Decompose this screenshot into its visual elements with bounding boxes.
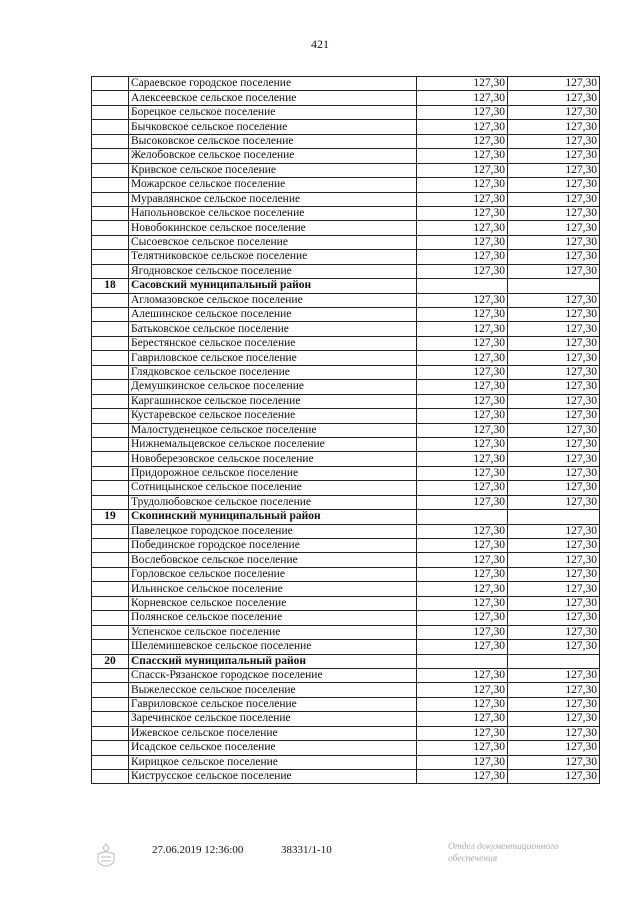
row-number [92, 423, 129, 437]
row-number [92, 394, 129, 408]
row-number [92, 365, 129, 379]
value-cell-2: 127,30 [508, 741, 600, 755]
row-number [92, 611, 129, 625]
row-number [92, 437, 129, 451]
table-row [92, 206, 600, 220]
settlement-name: Сасовский муниципальный район [129, 279, 417, 293]
value-cell-2: 127,30 [508, 481, 600, 495]
table-row [92, 322, 600, 336]
row-number [92, 322, 129, 336]
row-number [92, 120, 129, 134]
value-cell-1 [417, 279, 508, 293]
row-number [92, 481, 129, 495]
row-number: 20 [92, 654, 129, 668]
value-cell-1: 127,30 [417, 596, 508, 610]
settlement-name: Побединское городское поселение [129, 539, 417, 553]
settlement-name: Кривское сельское поселение [129, 163, 417, 177]
settlement-name: Агломазовское сельское поселение [129, 293, 417, 307]
value-cell-1: 127,30 [417, 221, 508, 235]
value-cell-2 [508, 510, 600, 524]
value-cell-1: 127,30 [417, 264, 508, 278]
row-number [92, 178, 129, 192]
value-cell-2: 127,30 [508, 539, 600, 553]
table-row [92, 221, 600, 235]
value-cell-2: 127,30 [508, 495, 600, 509]
row-number [92, 409, 129, 423]
value-cell-2: 127,30 [508, 178, 600, 192]
row-number [92, 625, 129, 639]
table-row [92, 380, 600, 394]
settlement-name: Желобовское сельское поселение [129, 149, 417, 163]
settlement-name: Можарское сельское поселение [129, 178, 417, 192]
table-row [92, 611, 600, 625]
settlement-name: Исадское сельское поселение [129, 741, 417, 755]
row-number [92, 726, 129, 740]
settlement-name: Демушкинское сельское поселение [129, 380, 417, 394]
value-cell-1: 127,30 [417, 178, 508, 192]
district-row [92, 279, 600, 293]
settlement-name: Берестянское сельское поселение [129, 336, 417, 350]
value-cell-2: 127,30 [508, 567, 600, 581]
table-row [92, 163, 600, 177]
table-row [92, 697, 600, 711]
value-cell-1 [417, 510, 508, 524]
table-row [92, 120, 600, 134]
table-row [92, 668, 600, 682]
value-cell-1 [417, 654, 508, 668]
value-cell-1: 127,30 [417, 163, 508, 177]
settlement-name: Батьковское сельское поселение [129, 322, 417, 336]
value-cell-1: 127,30 [417, 134, 508, 148]
row-number [92, 351, 129, 365]
row-number [92, 697, 129, 711]
district-row [92, 510, 600, 524]
row-number [92, 582, 129, 596]
row-number [92, 105, 129, 119]
table-row [92, 77, 600, 91]
value-cell-1: 127,30 [417, 481, 508, 495]
footer-doc-number: 38331/1-10 [281, 844, 332, 856]
settlement-name: Гавриловское сельское поселение [129, 697, 417, 711]
table-row [92, 481, 600, 495]
value-cell-1: 127,30 [417, 351, 508, 365]
value-cell-1: 127,30 [417, 308, 508, 322]
value-cell-2: 127,30 [508, 264, 600, 278]
value-cell-1: 127,30 [417, 683, 508, 697]
settlement-name: Кирицкое сельское поселение [129, 755, 417, 769]
value-cell-2: 127,30 [508, 221, 600, 235]
value-cell-1: 127,30 [417, 423, 508, 437]
value-cell-2: 127,30 [508, 712, 600, 726]
settlement-name: Малостуденецкое сельское поселение [129, 423, 417, 437]
value-cell-1: 127,30 [417, 105, 508, 119]
value-cell-1: 127,30 [417, 206, 508, 220]
settlement-name: Сысоевское сельское поселение [129, 235, 417, 249]
table-row [92, 741, 600, 755]
table-row [92, 582, 600, 596]
row-number [92, 524, 129, 538]
value-cell-2: 127,30 [508, 380, 600, 394]
stamp-line-1: Отдел документационного [448, 842, 559, 852]
value-cell-2: 127,30 [508, 120, 600, 134]
value-cell-1: 127,30 [417, 770, 508, 784]
value-cell-2: 127,30 [508, 452, 600, 466]
stamp-line-2: обеспечения [448, 854, 498, 864]
settlement-name: Глядковское сельское поселение [129, 365, 417, 379]
settlement-name: Алексеевское сельское поселение [129, 91, 417, 105]
table-row [92, 308, 600, 322]
row-number [92, 293, 129, 307]
value-cell-1: 127,30 [417, 524, 508, 538]
value-cell-2: 127,30 [508, 235, 600, 249]
value-cell-2: 127,30 [508, 293, 600, 307]
value-cell-1: 127,30 [417, 120, 508, 134]
data-table [91, 76, 600, 784]
value-cell-2: 127,30 [508, 149, 600, 163]
registration-stamp [448, 841, 559, 865]
settlement-name: Корневское сельское поселение [129, 596, 417, 610]
settlement-name: Успенское сельское поселение [129, 625, 417, 639]
value-cell-2: 127,30 [508, 394, 600, 408]
value-cell-2: 127,30 [508, 250, 600, 264]
value-cell-1: 127,30 [417, 726, 508, 740]
settlement-name: Киструсское сельское поселение [129, 770, 417, 784]
table-row [92, 293, 600, 307]
row-number: 18 [92, 279, 129, 293]
settlement-name: Гавриловское сельское поселение [129, 351, 417, 365]
settlement-name: Высоковское сельское поселение [129, 134, 417, 148]
value-cell-1: 127,30 [417, 466, 508, 480]
value-cell-1: 127,30 [417, 394, 508, 408]
value-cell-2: 127,30 [508, 770, 600, 784]
value-cell-2: 127,30 [508, 163, 600, 177]
value-cell-1: 127,30 [417, 668, 508, 682]
settlement-name: Спасский муниципальный район [129, 654, 417, 668]
settlement-name: Полянское сельское поселение [129, 611, 417, 625]
table-row [92, 596, 600, 610]
page-number: 421 [311, 37, 329, 51]
value-cell-2: 127,30 [508, 683, 600, 697]
table-row [92, 423, 600, 437]
table-body [92, 77, 600, 784]
table-row [92, 524, 600, 538]
value-cell-2: 127,30 [508, 91, 600, 105]
settlement-name: Кустаревское сельское поселение [129, 409, 417, 423]
value-cell-1: 127,30 [417, 755, 508, 769]
value-cell-2: 127,30 [508, 697, 600, 711]
row-number [92, 91, 129, 105]
value-cell-1: 127,30 [417, 582, 508, 596]
table-row [92, 336, 600, 350]
settlement-name: Ягодновское сельское поселение [129, 264, 417, 278]
table-row [92, 567, 600, 581]
value-cell-1: 127,30 [417, 322, 508, 336]
table-row [92, 351, 600, 365]
value-cell-2: 127,30 [508, 322, 600, 336]
table-row [92, 365, 600, 379]
row-number [92, 250, 129, 264]
table-row [92, 178, 600, 192]
value-cell-2: 127,30 [508, 726, 600, 740]
value-cell-2: 127,30 [508, 640, 600, 654]
settlement-name: Павелецкое городское поселение [129, 524, 417, 538]
value-cell-1: 127,30 [417, 640, 508, 654]
value-cell-1: 127,30 [417, 741, 508, 755]
value-cell-2: 127,30 [508, 596, 600, 610]
table-row [92, 539, 600, 553]
value-cell-2: 127,30 [508, 582, 600, 596]
table-row [92, 250, 600, 264]
row-number [92, 712, 129, 726]
table-row [92, 726, 600, 740]
settlement-name: Трудолюбовское сельское поселение [129, 495, 417, 509]
table-row [92, 452, 600, 466]
table-row [92, 264, 600, 278]
row-number [92, 221, 129, 235]
settlement-name: Скопинский муниципальный район [129, 510, 417, 524]
table-row [92, 625, 600, 639]
settlement-name: Новоберезовское сельское поселение [129, 452, 417, 466]
table-row [92, 770, 600, 784]
settlement-name: Заречинское сельское поселение [129, 712, 417, 726]
footer-date: 27.06.2019 12:36:00 [152, 844, 244, 856]
row-number [92, 466, 129, 480]
value-cell-1: 127,30 [417, 712, 508, 726]
value-cell-1: 127,30 [417, 149, 508, 163]
table-row [92, 149, 600, 163]
value-cell-1: 127,30 [417, 495, 508, 509]
value-cell-2: 127,30 [508, 524, 600, 538]
row-number [92, 149, 129, 163]
table-row [92, 192, 600, 206]
value-cell-1: 127,30 [417, 235, 508, 249]
value-cell-1: 127,30 [417, 365, 508, 379]
value-cell-1: 127,30 [417, 567, 508, 581]
row-number [92, 77, 129, 91]
row-number [92, 495, 129, 509]
row-number [92, 308, 129, 322]
row-number [92, 755, 129, 769]
value-cell-2: 127,30 [508, 423, 600, 437]
table-row [92, 437, 600, 451]
row-number [92, 192, 129, 206]
row-number [92, 206, 129, 220]
settlement-name: Сараевское городское поселение [129, 77, 417, 91]
settlement-name: Каргашинское сельское поселение [129, 394, 417, 408]
value-cell-2: 127,30 [508, 466, 600, 480]
row-number [92, 452, 129, 466]
value-cell-2: 127,30 [508, 365, 600, 379]
settlement-name: Спасск-Рязанское городское поселение [129, 668, 417, 682]
table-row [92, 495, 600, 509]
value-cell-2: 127,30 [508, 553, 600, 567]
settlement-name: Новобокинское сельское поселение [129, 221, 417, 235]
row-number [92, 336, 129, 350]
seal-icon [93, 842, 119, 872]
value-cell-2: 127,30 [508, 134, 600, 148]
table-row [92, 105, 600, 119]
value-cell-1: 127,30 [417, 697, 508, 711]
table-row [92, 640, 600, 654]
settlement-name: Придорожное сельское поселение [129, 466, 417, 480]
row-number [92, 770, 129, 784]
value-cell-2: 127,30 [508, 192, 600, 206]
table-row [92, 466, 600, 480]
settlement-name: Борецкое сельское поселение [129, 105, 417, 119]
settlement-name: Муравлянское сельское поселение [129, 192, 417, 206]
row-number [92, 539, 129, 553]
table-row [92, 712, 600, 726]
value-cell-1: 127,30 [417, 409, 508, 423]
value-cell-2: 127,30 [508, 105, 600, 119]
row-number [92, 640, 129, 654]
value-cell-1: 127,30 [417, 336, 508, 350]
settlement-name: Ижевское сельское поселение [129, 726, 417, 740]
value-cell-2: 127,30 [508, 336, 600, 350]
settlement-name: Напольновское сельское поселение [129, 206, 417, 220]
value-cell-2: 127,30 [508, 437, 600, 451]
value-cell-1: 127,30 [417, 380, 508, 394]
table-row [92, 91, 600, 105]
table-row [92, 235, 600, 249]
value-cell-1: 127,30 [417, 625, 508, 639]
table-row [92, 755, 600, 769]
value-cell-1: 127,30 [417, 539, 508, 553]
value-cell-1: 127,30 [417, 250, 508, 264]
value-cell-2: 127,30 [508, 77, 600, 91]
settlement-name: Сотницынское сельское поселение [129, 481, 417, 495]
row-number [92, 235, 129, 249]
value-cell-2: 127,30 [508, 668, 600, 682]
row-number [92, 163, 129, 177]
settlement-name: Выжелесское сельское поселение [129, 683, 417, 697]
value-cell-1: 127,30 [417, 553, 508, 567]
settlement-name: Алешинское сельское поселение [129, 308, 417, 322]
settlement-name: Шелемишевское сельское поселение [129, 640, 417, 654]
table-row [92, 394, 600, 408]
value-cell-1: 127,30 [417, 611, 508, 625]
value-cell-2 [508, 279, 600, 293]
settlement-name: Телятниковское сельское поселение [129, 250, 417, 264]
value-cell-1: 127,30 [417, 77, 508, 91]
value-cell-2: 127,30 [508, 351, 600, 365]
row-number [92, 134, 129, 148]
value-cell-2 [508, 654, 600, 668]
table-row [92, 553, 600, 567]
value-cell-2: 127,30 [508, 308, 600, 322]
row-number [92, 683, 129, 697]
district-row [92, 654, 600, 668]
table-row [92, 134, 600, 148]
table-row [92, 409, 600, 423]
value-cell-2: 127,30 [508, 625, 600, 639]
row-number [92, 380, 129, 394]
value-cell-1: 127,30 [417, 192, 508, 206]
settlement-name: Горловское сельское поселение [129, 567, 417, 581]
value-cell-2: 127,30 [508, 206, 600, 220]
value-cell-1: 127,30 [417, 91, 508, 105]
row-number [92, 596, 129, 610]
settlement-name: Бычковское сельское поселение [129, 120, 417, 134]
settlement-name: Вослебовское сельское поселение [129, 553, 417, 567]
value-cell-1: 127,30 [417, 452, 508, 466]
row-number [92, 668, 129, 682]
value-cell-1: 127,30 [417, 437, 508, 451]
value-cell-1: 127,30 [417, 293, 508, 307]
value-cell-2: 127,30 [508, 611, 600, 625]
settlement-name: Ильинское сельское поселение [129, 582, 417, 596]
row-number [92, 553, 129, 567]
row-number [92, 567, 129, 581]
table-row [92, 683, 600, 697]
value-cell-2: 127,30 [508, 755, 600, 769]
row-number [92, 741, 129, 755]
row-number [92, 264, 129, 278]
value-cell-2: 127,30 [508, 409, 600, 423]
settlement-name: Нижнемальцевское сельское поселение [129, 437, 417, 451]
row-number: 19 [92, 510, 129, 524]
